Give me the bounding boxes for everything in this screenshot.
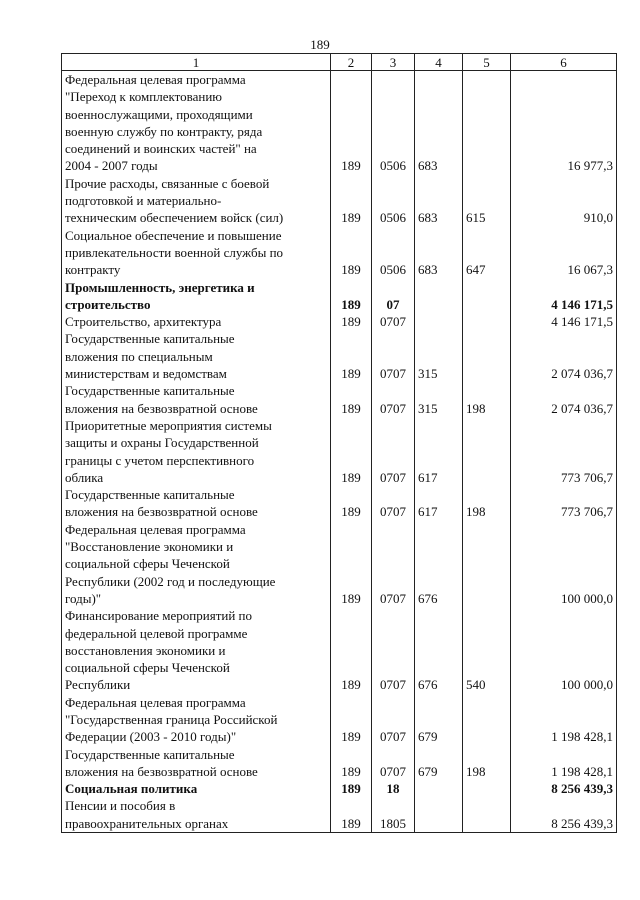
amount: 4 146 171,5 <box>511 279 617 314</box>
description-line: Строительство, архитектура <box>65 314 222 330</box>
description-line: военную службу по контракту, ряда <box>65 123 263 139</box>
amount: 16 067,3 <box>511 227 617 279</box>
col-3-code: 07 <box>372 279 415 314</box>
description-line: Социальная политика <box>65 781 198 797</box>
amount: 2 074 036,7 <box>511 382 617 417</box>
description-line: границы с учетом перспективного <box>65 452 255 468</box>
col-4-code: 676 <box>415 607 463 693</box>
col-3-code: 0707 <box>372 382 415 417</box>
description-line: Государственные капитальные <box>65 487 235 503</box>
budget-table <box>61 53 617 833</box>
description-line: техническим обеспечением войск (сил) <box>65 210 284 226</box>
header-col-1: 1 <box>62 54 331 71</box>
col-4-code: 683 <box>415 71 463 175</box>
row-description <box>62 382 331 417</box>
col-5-code: 647 <box>463 227 511 279</box>
description-line: защиты и охраны Государственной <box>65 435 259 451</box>
description-line: Федеральная целевая программа <box>65 521 246 537</box>
row-description <box>62 746 331 781</box>
col-3-code: 0707 <box>372 486 415 521</box>
row-description <box>62 694 331 746</box>
col-2-code: 189 <box>331 175 372 227</box>
col-5-code: 540 <box>463 607 511 693</box>
description-line: социальной сферы Чеченской <box>65 556 230 572</box>
description-line: министерствам и ведомствам <box>65 366 227 382</box>
header-col-3: 3 <box>372 54 415 71</box>
table-row <box>62 382 617 417</box>
row-description <box>62 607 331 693</box>
col-4-code: 679 <box>415 694 463 746</box>
description-line: 2004 - 2007 годы <box>65 158 158 174</box>
col-5-code: 615 <box>463 175 511 227</box>
table-row <box>62 486 617 521</box>
col-3-code: 0707 <box>372 330 415 382</box>
table-row <box>62 175 617 227</box>
description-line: контракту <box>65 262 121 278</box>
table-body <box>62 71 617 833</box>
row-description <box>62 279 331 314</box>
col-3-code: 0506 <box>372 175 415 227</box>
col-4-code <box>415 797 463 832</box>
table-row <box>62 279 617 314</box>
description-line: облика <box>65 469 104 485</box>
col-5-code: 198 <box>463 746 511 781</box>
amount: 1 198 428,1 <box>511 746 617 781</box>
table-row <box>62 313 617 330</box>
col-4-code: 315 <box>415 330 463 382</box>
col-3-code: 0707 <box>372 694 415 746</box>
table-row <box>62 780 617 797</box>
col-4-code: 617 <box>415 417 463 486</box>
col-4-code: 683 <box>415 227 463 279</box>
header-col-2: 2 <box>331 54 372 71</box>
description-line: Государственные капитальные <box>65 746 235 762</box>
col-2-code: 189 <box>331 227 372 279</box>
description-line: Республики (2002 год и последующие <box>65 573 276 589</box>
col-3-code: 0707 <box>372 746 415 781</box>
col-5-code <box>463 279 511 314</box>
col-2-code: 189 <box>331 279 372 314</box>
description-line: вложения на безвозвратной основе <box>65 400 258 416</box>
description-line: федеральной целевой программе <box>65 625 248 641</box>
col-2-code: 189 <box>331 521 372 607</box>
col-5-code <box>463 330 511 382</box>
description-line: Социальное обеспечение и повышение <box>65 227 282 243</box>
col-4-code: 617 <box>415 486 463 521</box>
header-col-4: 4 <box>415 54 463 71</box>
col-5-code <box>463 694 511 746</box>
col-5-code <box>463 797 511 832</box>
col-4-code: 679 <box>415 746 463 781</box>
amount: 100 000,0 <box>511 521 617 607</box>
col-3-code: 0707 <box>372 417 415 486</box>
amount: 8 256 439,3 <box>511 797 617 832</box>
amount: 910,0 <box>511 175 617 227</box>
col-4-code: 676 <box>415 521 463 607</box>
description-line: Пенсии и пособия в <box>65 798 176 814</box>
col-2-code: 189 <box>331 486 372 521</box>
col-5-code: 198 <box>463 382 511 417</box>
col-4-code <box>415 780 463 797</box>
col-5-code <box>463 313 511 330</box>
col-2-code: 189 <box>331 746 372 781</box>
description-line: Прочие расходы, связанные с боевой <box>65 175 270 191</box>
description-line: вложения на безвозвратной основе <box>65 504 258 520</box>
description-line: Федерации (2003 - 2010 годы)" <box>65 729 237 745</box>
col-4-code <box>415 279 463 314</box>
page-number: 189 <box>310 37 330 52</box>
description-line: Республики <box>65 677 131 693</box>
col-2-code: 189 <box>331 780 372 797</box>
row-description <box>62 486 331 521</box>
row-description <box>62 780 331 797</box>
description-line: соединений и воинских частей" на <box>65 141 257 157</box>
description-line: Государственные капитальные <box>65 383 235 399</box>
description-line: Финансирование мероприятий по <box>65 608 253 624</box>
col-3-code: 0707 <box>372 313 415 330</box>
table-row <box>62 746 617 781</box>
description-line: вложения на безвозвратной основе <box>65 763 258 779</box>
col-2-code: 189 <box>331 71 372 175</box>
amount: 4 146 171,5 <box>511 313 617 330</box>
amount: 773 706,7 <box>511 417 617 486</box>
description-line: "Государственная граница Российской <box>65 711 278 727</box>
row-description <box>62 227 331 279</box>
table-row <box>62 227 617 279</box>
col-2-code: 189 <box>331 607 372 693</box>
description-line: вложения по специальным <box>65 348 213 364</box>
col-5-code: 198 <box>463 486 511 521</box>
description-line: правоохранительных органах <box>65 815 229 831</box>
col-3-code: 0506 <box>372 227 415 279</box>
header-col-5: 5 <box>463 54 511 71</box>
col-3-code: 18 <box>372 780 415 797</box>
description-line: Государственные капитальные <box>65 331 235 347</box>
col-3-code: 0707 <box>372 607 415 693</box>
table-row <box>62 417 617 486</box>
col-5-code <box>463 417 511 486</box>
col-2-code: 189 <box>331 694 372 746</box>
description-line: привлекательности военной службы по <box>65 244 284 260</box>
description-line: "Переход к комплектованию <box>65 89 222 105</box>
description-line: годы)" <box>65 590 102 606</box>
col-4-code: 315 <box>415 382 463 417</box>
table-header-row <box>62 54 617 71</box>
amount: 1 198 428,1 <box>511 694 617 746</box>
description-line: "Восстановление экономики и <box>65 539 234 555</box>
description-line: военнослужащими, проходящими <box>65 106 253 122</box>
col-2-code: 189 <box>331 313 372 330</box>
col-2-code: 189 <box>331 797 372 832</box>
amount: 8 256 439,3 <box>511 780 617 797</box>
col-3-code: 0506 <box>372 71 415 175</box>
col-2-code: 189 <box>331 330 372 382</box>
table-row <box>62 797 617 832</box>
amount: 16 977,3 <box>511 71 617 175</box>
col-2-code: 189 <box>331 382 372 417</box>
description-line: Федеральная целевая программа <box>65 72 246 87</box>
table-row <box>62 521 617 607</box>
description-line: Федеральная целевая программа <box>65 694 246 710</box>
description-line: Промышленность, энергетика и <box>65 279 255 295</box>
row-description <box>62 71 331 175</box>
row-description <box>62 417 331 486</box>
table-row <box>62 607 617 693</box>
row-description <box>62 313 331 330</box>
row-description <box>62 175 331 227</box>
header-col-6: 6 <box>511 54 617 71</box>
table-row <box>62 694 617 746</box>
description-line: восстановления экономики и <box>65 642 226 658</box>
table-row <box>62 330 617 382</box>
col-5-code <box>463 521 511 607</box>
col-3-code: 0707 <box>372 521 415 607</box>
description-line: подготовкой и материально- <box>65 193 222 209</box>
row-description <box>62 330 331 382</box>
col-3-code: 1805 <box>372 797 415 832</box>
col-4-code <box>415 313 463 330</box>
table-row <box>62 71 617 175</box>
col-5-code <box>463 780 511 797</box>
col-2-code: 189 <box>331 417 372 486</box>
description-line: строительство <box>65 296 151 312</box>
amount: 100 000,0 <box>511 607 617 693</box>
row-description <box>62 797 331 832</box>
row-description <box>62 521 331 607</box>
col-5-code <box>463 71 511 175</box>
col-4-code: 683 <box>415 175 463 227</box>
amount: 773 706,7 <box>511 486 617 521</box>
description-line: Приоритетные мероприятия системы <box>65 417 272 433</box>
amount: 2 074 036,7 <box>511 330 617 382</box>
description-line: социальной сферы Чеченской <box>65 660 230 676</box>
